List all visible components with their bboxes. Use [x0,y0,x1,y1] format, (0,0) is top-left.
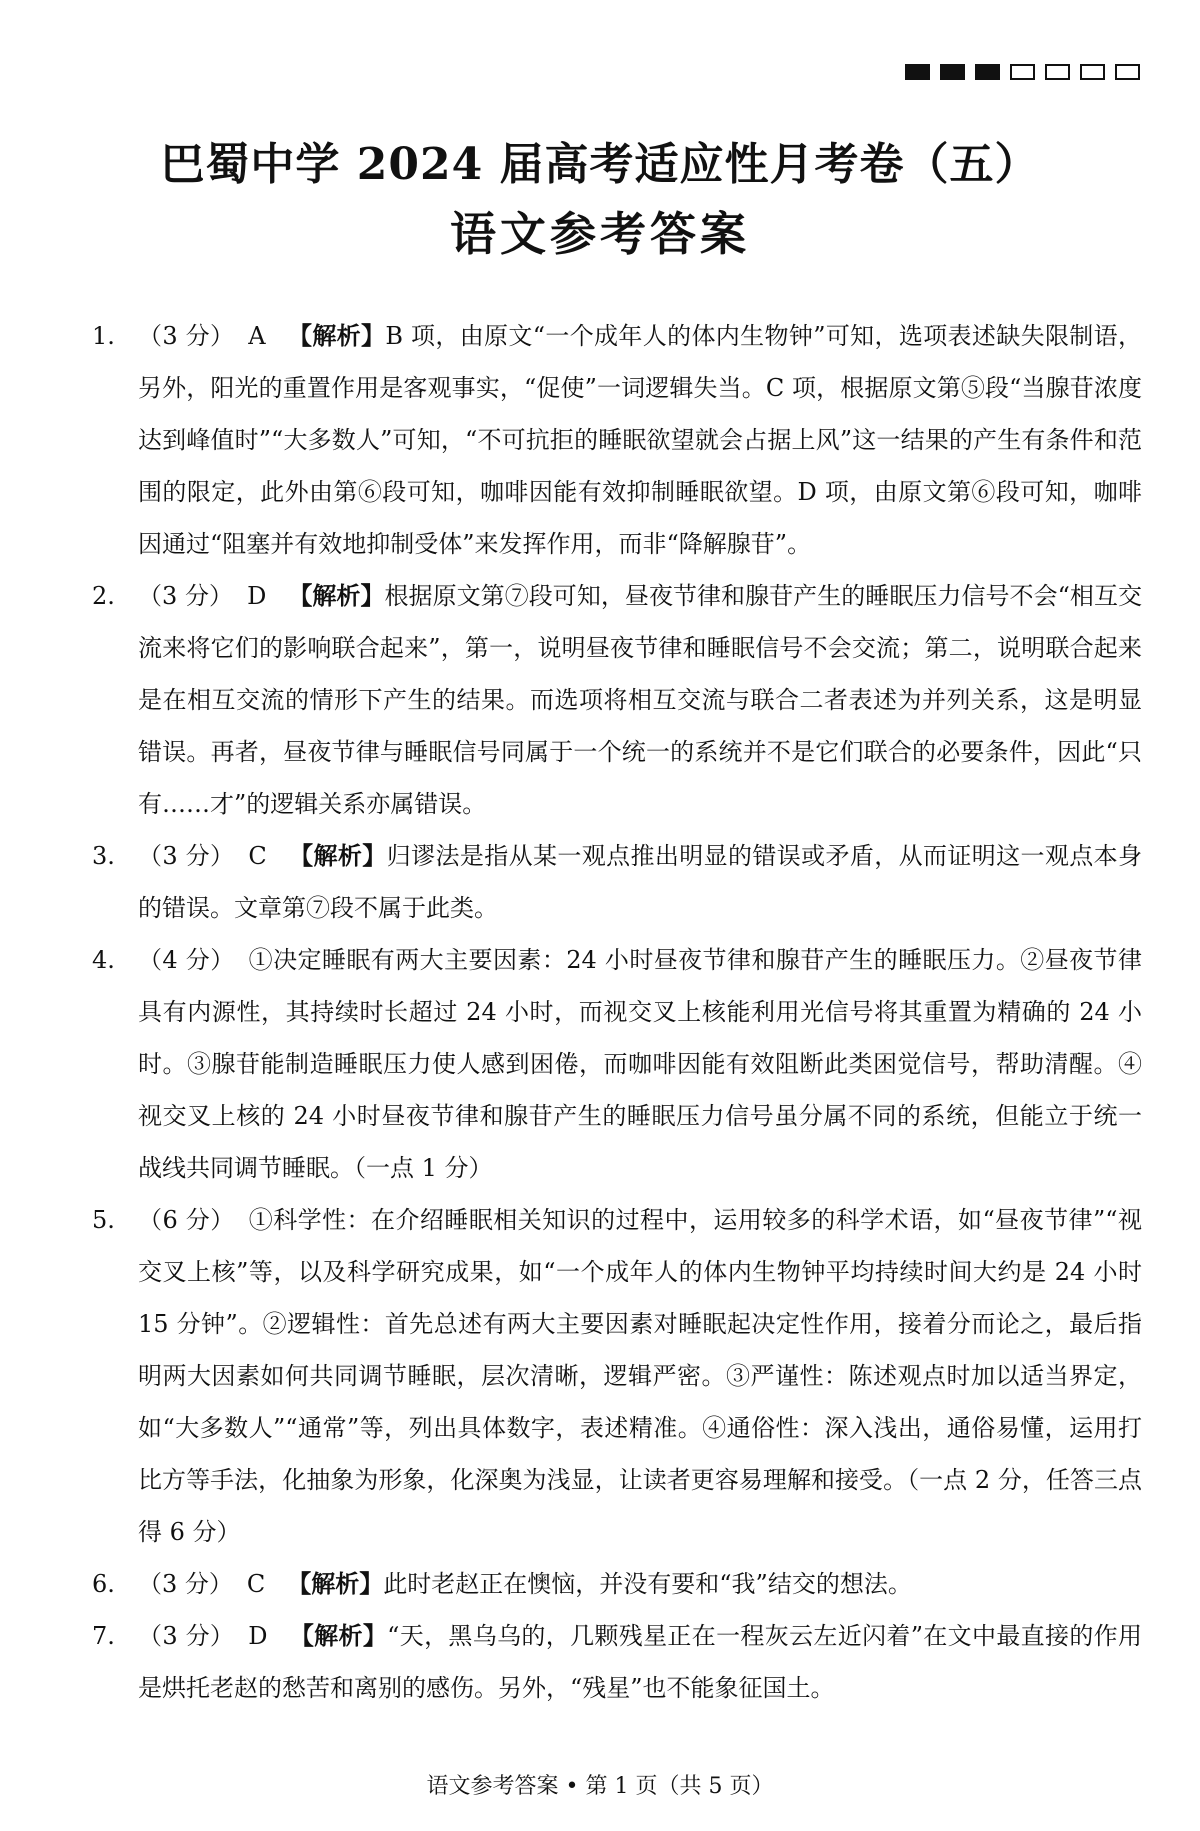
page-title: 巴蜀中学 2024 届高考适应性月考卷（五） [160,139,1040,190]
answer-item-7 [92,1610,1142,1714]
page-marker-boxes [905,64,1140,80]
analysis-tag: 【解析】 [288,841,387,870]
answer-list [92,310,1142,1714]
analysis-tag: 【解析】 [288,581,385,610]
analysis-tag: 【解析】 [287,1569,384,1598]
marker-box-1 [905,64,930,80]
analysis-tag: 【解析】 [289,1621,388,1650]
marker-box-4 [1010,64,1035,80]
marker-box-6 [1080,64,1105,80]
answer-item-5 [92,1194,1142,1558]
answer-text: 此时老赵正在懊恼，并没有要和“我”结交的想法。 [383,1570,912,1598]
answer-text: 归谬法是指从某一观点推出明显的错误或矛盾，从而证明这一观点本身的错误。文章第⑦段不属于此类。 [138,842,1143,922]
answer-text: ①科学性：在介绍睡眠相关知识的过程中，运用较多的科学术语，如“昼夜节律”“视交叉上核”等，以及科学研究成果，如“一个成年人的体内生物钟平均持续时间大约是 24 小时 15 分钟”。②逻辑性：首先总述有两大主要因素对睡眠起决定性作用，接着分而论之，最后指明两大因素如何共同调节睡眠，层次清晰，逻辑严密。③严谨性：陈述观点时加以适当界定，如“大多数人”“通常”等，列出具体数字，表述精准。④通俗性：深入浅出，通俗易懂，运用打比方等手法，化抽象为形象，化深奥为浅显，让读者更容易理解和接受。（一点 2 分，任答三点得 6 分） [138,1206,1142,1546]
answer-text: “天，黑乌乌的，几颗残星正在一程灰云左近闪着”在文中最直接的作用是烘托老赵的愁苦和离别的感伤。另外，“残星”也不能象征国土。 [138,1622,1142,1702]
answer-number: 3. [92,842,115,870]
answer-number: 7. [92,1622,115,1650]
marker-box-7 [1115,64,1140,80]
answer-score: （3 分） [138,1622,235,1650]
answer-number: 6. [92,1570,115,1598]
answer-score: （6 分） [138,1206,235,1234]
answer-item-1 [92,310,1142,570]
answer-score: （4 分） [138,946,235,974]
answer-text: B 项，由原文“一个成年人的体内生物钟”可知，选项表述缺失限制语，另外，阳光的重置作用是客观事实，“促使”一词逻辑失当。C 项，根据原文第⑤段“当腺苷浓度达到峰值时”“大多数人”可知，“不可抗拒的睡眠欲望就会占据上风”这一结果的产生有条件和范围的限定，此外由第⑥段可知，咖啡因能有效抑制睡眠欲望。D 项，由原文第⑥段可知，咖啡因通过“阻塞并有效地抑制受体”来发挥作用，而非“降解腺苷”。 [138,322,1142,558]
answer-score: （3 分） [138,582,234,610]
answer-score: （3 分） [138,1570,233,1598]
answer-option: C [248,842,267,870]
analysis-tag: 【解析】 [287,321,386,350]
answer-option: C [246,1570,266,1598]
page-footer: 语文参考答案 • 第 1 页（共 5 页） [426,1774,774,1799]
answer-text: ①决定睡眠有两大主要因素：24 小时昼夜节律和腺苷产生的睡眠压力。②昼夜节律具有内源性，其持续时长超过 24 小时，而视交叉上核能利用光信号将其重置为精确的 24 小时。③腺苷能制造睡眠压力使人感到困倦，而咖啡因能有效阻断此类困觉信号，帮助清醒。④视交叉上核的 24 小时昼夜节律和腺苷产生的睡眠压力信号虽分属不同的系统，但能立于统一战线共同调节睡眠。（一点 1 分） [138,946,1142,1182]
answer-score: （3 分） [138,322,235,350]
marker-box-5 [1045,64,1070,80]
answer-option: A [248,322,266,350]
answer-option: D [248,1622,268,1650]
answer-number: 5. [92,1206,115,1234]
answer-item-2 [92,570,1142,830]
answer-option: D [247,582,267,610]
answer-item-4 [92,934,1142,1194]
answer-number: 4. [92,946,115,974]
answer-item-6 [92,1558,1142,1610]
answer-item-3 [92,830,1142,934]
answer-number: 1. [92,322,115,350]
answer-score: （3 分） [138,842,235,870]
answer-text: 根据原文第⑦段可知，昼夜节律和腺苷产生的睡眠压力信号不会“相互交流来将它们的影响联合起来”，第一，说明昼夜节律和睡眠信号不会交流；第二，说明联合起来是在相互交流的情形下产生的结果。而选项将相互交流与联合二者表述为并列关系，这是明显错误。再者，昼夜节律与睡眠信号同属于一个统一的系统并不是它们联合的必要条件，因此“只有……才”的逻辑关系亦属错误。 [138,582,1142,818]
page-subtitle: 语文参考答案 [450,207,750,261]
answer-number: 2. [92,582,115,610]
marker-box-2 [940,64,965,80]
marker-box-3 [975,64,1000,80]
